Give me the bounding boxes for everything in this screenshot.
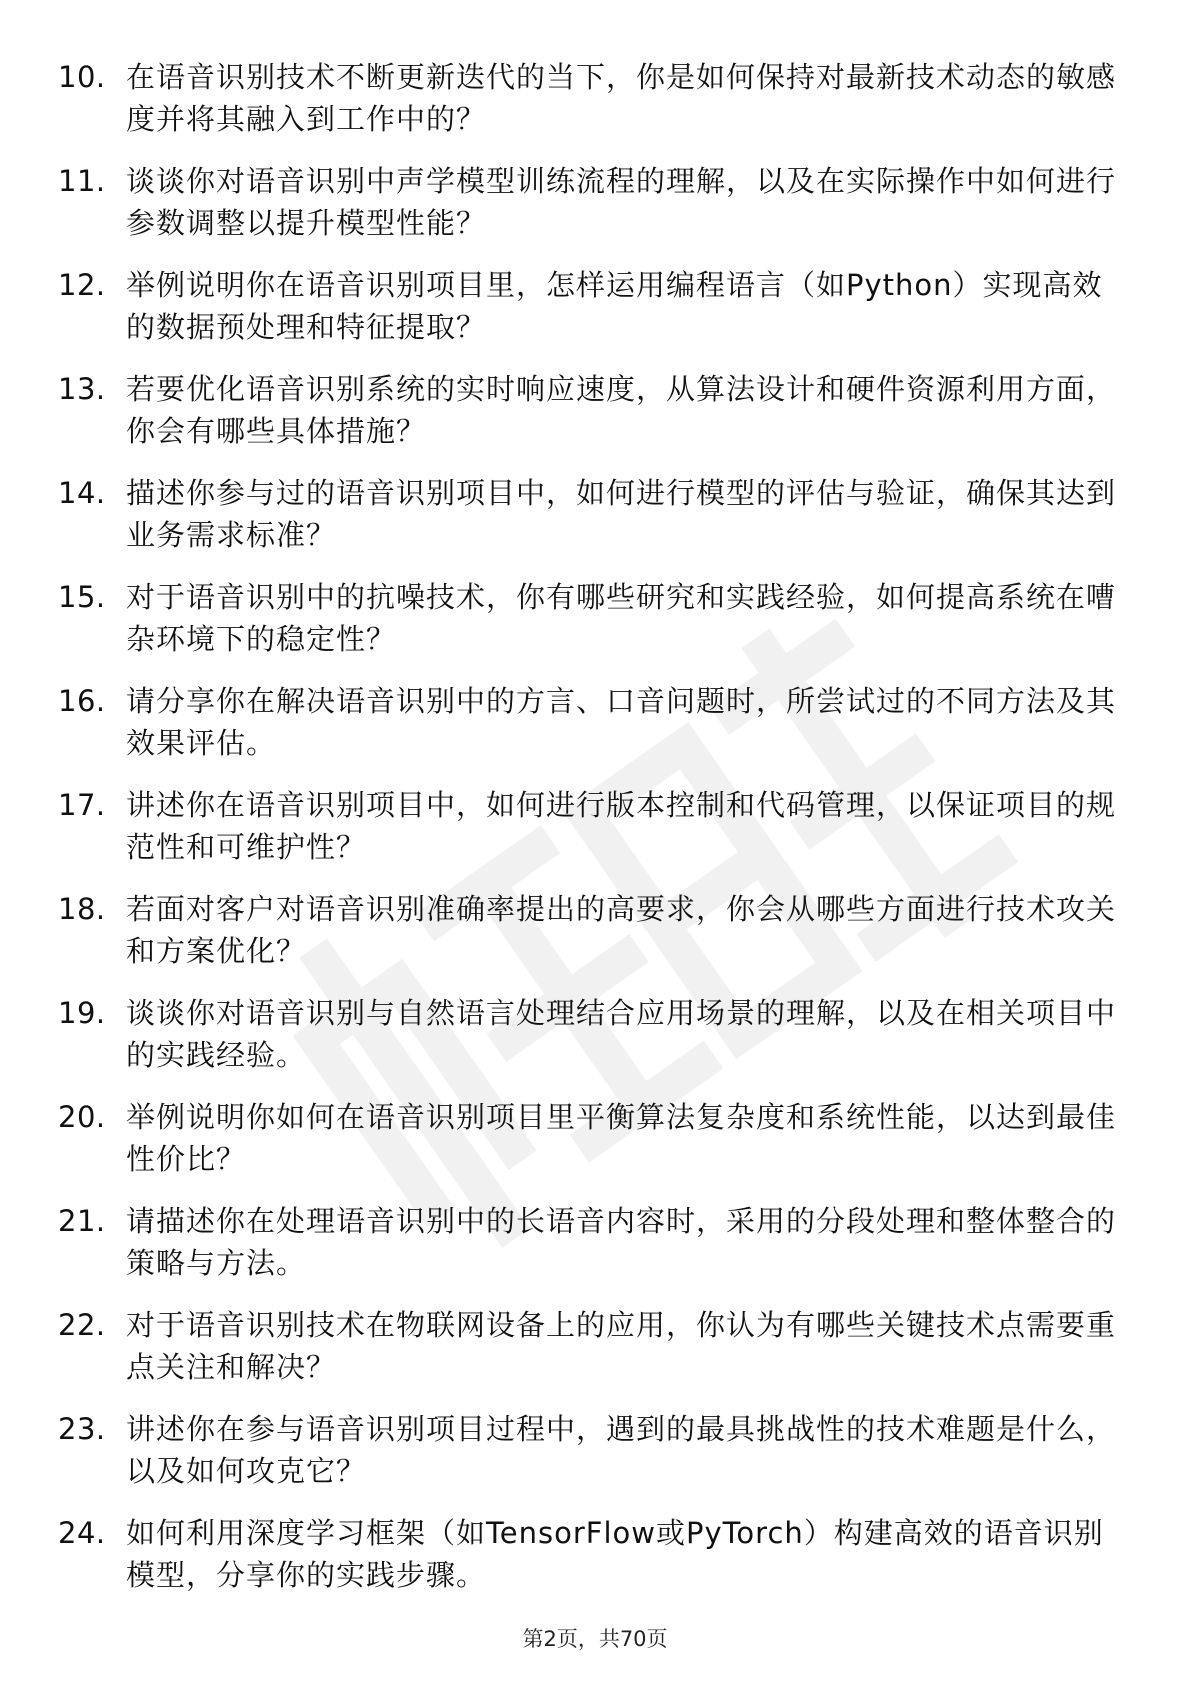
page-footer: 第2页，共70页: [522, 1627, 668, 1651]
list-item: [58, 888, 1118, 992]
question-number: 11.: [58, 164, 106, 198]
question-number: 18.: [58, 892, 106, 926]
question-text: 对于语音识别中的抗噪技术，你有哪些研究和实践经验，如何提高系统在嘈杂环境下的稳定性？: [126, 580, 1117, 656]
question-text: 在语音识别技术不断更新迭代的当下，你是如何保持对最新技术动态的敏感度并将其融入到工作中的？: [126, 60, 1117, 136]
question-number: 13.: [58, 372, 106, 406]
question-text: 谈谈你对语音识别中声学模型训练流程的理解，以及在实际操作中如何进行参数调整以提升模型性能？: [126, 164, 1117, 240]
question-number: 23.: [58, 1412, 106, 1446]
question-text: 举例说明你在语音识别项目里，怎样运用编程语言（如Python）实现高效的数据预处理和特征提取？: [126, 268, 1103, 344]
list-item: [58, 576, 1118, 680]
question-number: 14.: [58, 476, 106, 510]
list-item: [58, 264, 1118, 368]
question-text: 若要优化语音识别系统的实时响应速度，从算法设计和硬件资源利用方面，你会有哪些具体措施？: [126, 372, 1117, 448]
list-item: [58, 784, 1118, 888]
question-number: 19.: [58, 996, 106, 1030]
question-text: 如何利用深度学习框架（如TensorFlow或PyTorch）构建高效的语音识别模型，分享你的实践步骤。: [126, 1516, 1104, 1592]
list-item: [58, 472, 1118, 576]
list-item: [58, 160, 1118, 264]
list-item: [58, 56, 1118, 160]
question-number: 12.: [58, 268, 106, 302]
question-number: 17.: [58, 788, 106, 822]
list-item: [58, 680, 1118, 784]
question-number: 22.: [58, 1308, 106, 1342]
list-item: [58, 1096, 1118, 1200]
question-number: 15.: [58, 580, 106, 614]
list-item: [58, 368, 1118, 472]
list-item: [58, 1408, 1118, 1512]
list-item: [58, 1200, 1118, 1304]
question-text: 对于语音识别技术在物联网设备上的应用，你认为有哪些关键技术点需要重点关注和解决？: [126, 1308, 1117, 1384]
question-number: 20.: [58, 1100, 106, 1134]
question-list: [58, 56, 1118, 1616]
question-number: 24.: [58, 1516, 106, 1550]
question-text: 讲述你在参与语音识别项目过程中，遇到的最具挑战性的技术难题是什么，以及如何攻克它？: [126, 1412, 1117, 1488]
question-number: 10.: [58, 60, 106, 94]
question-text: 请分享你在解决语音识别中的方言、口音问题时，所尝试过的不同方法及其效果评估。: [126, 684, 1117, 760]
question-text: 讲述你在语音识别项目中，如何进行版本控制和代码管理，以保证项目的规范性和可维护性？: [126, 788, 1117, 864]
question-number: 16.: [58, 684, 106, 718]
question-text: 描述你参与过的语音识别项目中，如何进行模型的评估与验证，确保其达到业务需求标准？: [126, 476, 1117, 552]
list-item: [58, 992, 1118, 1096]
question-text: 谈谈你对语音识别与自然语言处理结合应用场景的理解，以及在相关项目中的实践经验。: [126, 996, 1117, 1072]
question-text: 举例说明你如何在语音识别项目里平衡算法复杂度和系统性能，以达到最佳性价比？: [126, 1100, 1117, 1176]
question-text: 请描述你在处理语音识别中的长语音内容时，采用的分段处理和整体整合的策略与方法。: [126, 1204, 1117, 1280]
question-number: 21.: [58, 1204, 106, 1238]
question-text: 若面对客户对语音识别准确率提出的高要求，你会从哪些方面进行技术攻关和方案优化？: [126, 892, 1117, 968]
list-item: [58, 1304, 1118, 1408]
list-item: [58, 1512, 1118, 1616]
